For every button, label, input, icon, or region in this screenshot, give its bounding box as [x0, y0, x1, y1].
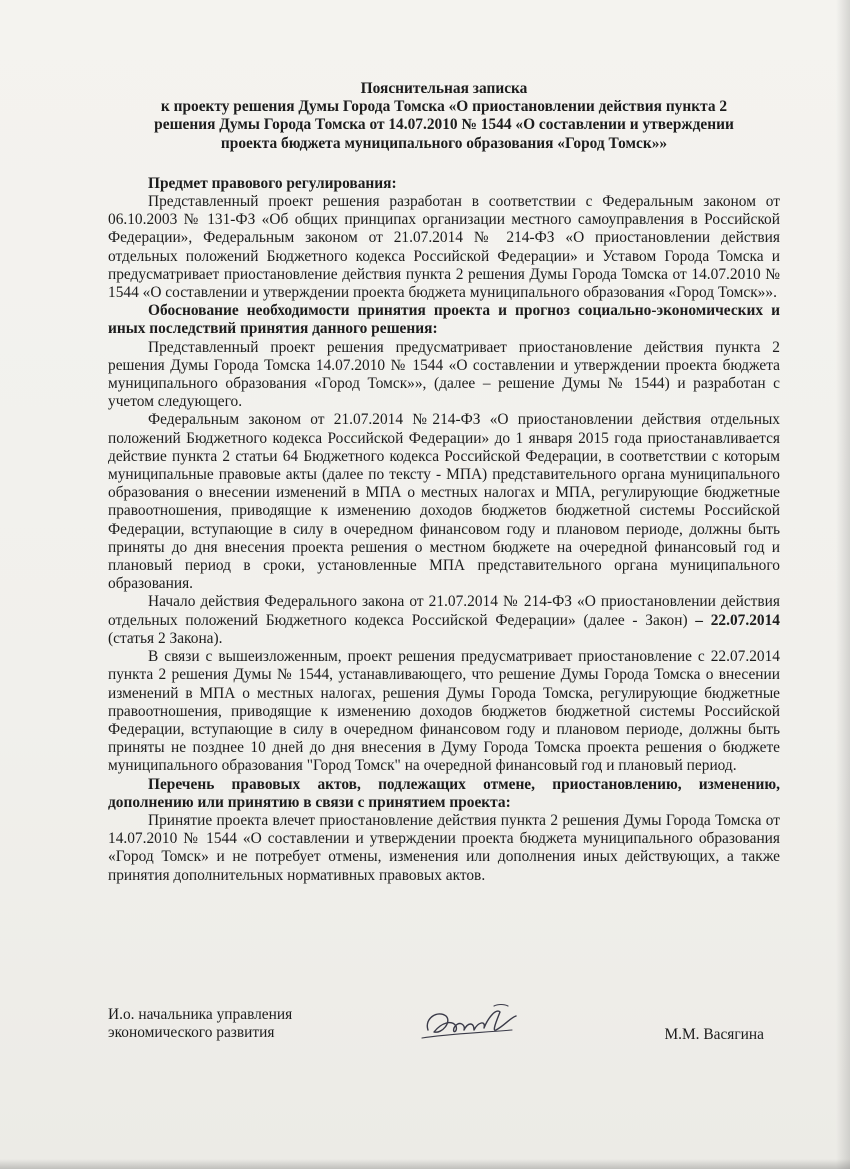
signatory-name: М.М. Васягина	[664, 1026, 764, 1043]
paragraph-subject: Представленный проект решения разработан в соответствии с Федеральным законом от 06.10.2003 № 131-ФЗ «Об общих принципах организации местного самоуправления в Российской Федерации», Федеральным законом от 21.07.2014 № 214-ФЗ «О приостановлении действия отдельных положений Бюджетного кодекса Российской Федерации» и Уставом Города Томска и предусматривает приостановление действия пункта 2 решения Думы Города Томска от 14.07.2010 № 1544 «О составлении и утверждении проекта бюджета муниципального образования «Город Томск»».	[108, 193, 780, 302]
scan-edge-shadow-right	[836, 0, 850, 1169]
paragraph-justification-2: Федеральным законом от 21.07.2014 №214-ФЗ «О приостановлении действия отдельных положений Бюджетного кодекса Российской Федерации» до 1 января 2015 года приостанавливается действие пункта 2 статьи 64 Бюджетного кодекса Российской Федерации, в соответствии с которым муниципальные правовые акты (далее по тексту - МПА) представительного органа муниципального образования о внесении изменений в МПА о местных налогах и МПА, регулирующие бюджетные правоотношения, приводящие к изменению доходов бюджетов бюджетной системы Российской Федерации, вступающие в силу в очередном финансовом году и плановом периоде, должны быть приняты до дня внесения проекта решения о местном бюджете на очередной финансовый год и плановый период в сроки, установленные МПА представительного органа муниципального образования.	[108, 411, 780, 593]
paragraph-justification-3-start: Начало действия Федерального закона от 21.07.2014 № 214-ФЗ «О приостановлении действия отдельных положений Бюджетного кодекса Российской Федерации» (далее - Закон)	[108, 593, 780, 629]
document-title	[108, 80, 780, 153]
handwritten-signature-icon	[416, 1000, 526, 1048]
heading-subject: Предмет правового регулирования:	[148, 174, 397, 192]
signatory-position	[108, 1006, 292, 1042]
signatory-position-line-1: И.о. начальника управления	[108, 1006, 293, 1023]
heading-acts: Перечень правовых актов, подлежащих отмене, приостановлению, изменению, дополнению или принятию в связи с принятием проекта:	[108, 775, 780, 811]
document-body	[108, 80, 780, 885]
scan-edge-shadow-bottom	[0, 1159, 850, 1169]
heading-justification: Обоснование необходимости принятия проекта и прогноз социально-экономических и иных последствий принятия данного решения:	[108, 302, 780, 338]
title-line-4: проекта бюджета муниципального образования «Город Томск»»	[220, 134, 668, 152]
signatory-position-line-2: экономического развития	[108, 1024, 275, 1042]
paragraph-justification-3-end: (статья 2 Закона).	[108, 629, 223, 647]
law-effective-date: – 22.07.2014	[695, 611, 780, 629]
title-line-3: решения Думы Города Томска от 14.07.2010 № 1544 «О составлении и утверждении	[154, 116, 734, 134]
paragraph-justification-3	[108, 593, 780, 648]
paragraph-justification-4: В связи с вышеизложенным, проект решения предусматривает приостановление с 22.07.2014 пункта 2 решения Думы № 1544, устанавливающего, что решение Думы Города Томска о внесении изменений в МПА о местных налогах, решения Думы Города Томска, регулирующие бюджетные правоотношения, приводящие к изменению доходов бюджетов бюджетной системы Российской Федерации, вступающие в силу в очередном финансовом году и плановом периоде, должны быть приняты не позднее 10 дней до дня внесения в Думу Города Томска проекта решения о бюджете муниципального образования "Город Томск" на очередной финансовый год и плановый период.	[108, 648, 780, 775]
paragraph-justification-1: Представленный проект решения предусматривает приостановление действия пункта 2 решения Думы Города Томска 14.07.2010 № 1544 «О составлении и утверждении проекта бюджета муниципального образования «Город Томск»», (далее – решение Думы № 1544) и разработан с учетом следующего.	[108, 338, 780, 411]
title-line-1: Пояснительная записка	[360, 80, 528, 97]
title-line-2: к проекту решения Думы Города Томска «О приостановлении действия пункта 2	[160, 98, 728, 116]
signature-block	[108, 1006, 780, 1066]
paragraph-acts: Принятие проекта влечет приостановление действия пункта 2 решения Думы Города Томска от 14.07.2010 № 1544 «О составлении и утверждении проекта бюджета муниципального образования «Город Томск» и не потребует отмены, изменения или дополнения иных действующих, а также принятия дополнительных нормативных правовых актов.	[108, 811, 780, 884]
